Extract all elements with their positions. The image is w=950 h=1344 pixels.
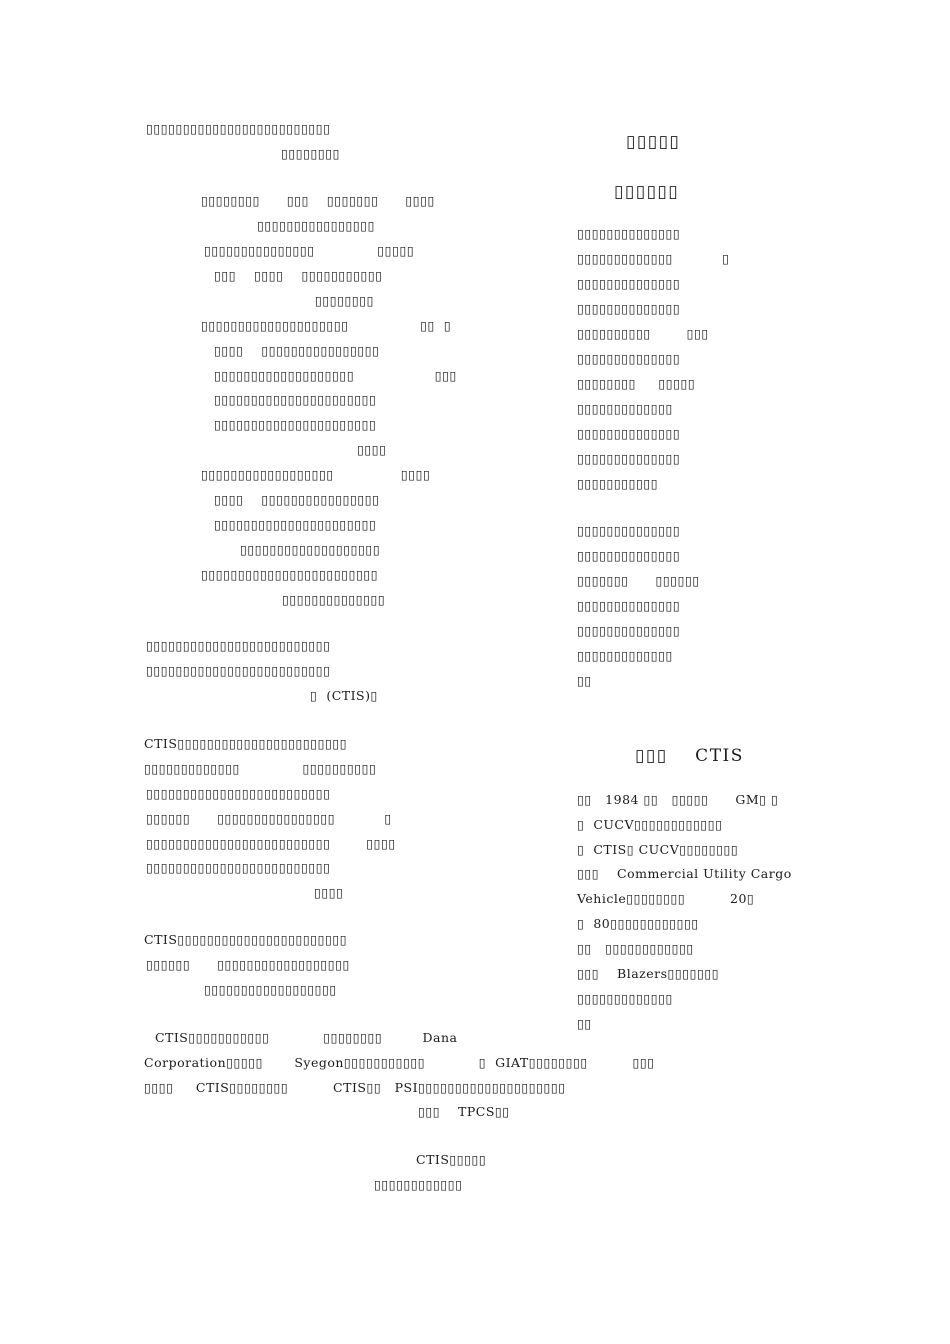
text-line: Corporation▯▯▯▯▯ Syegon▯▯▯▯▯▯▯▯▯▯▯ ▯ GIAT▯▯▯▯▯▯▯▯ ▯▯▯ (144, 1055, 655, 1070)
text-line: ▯▯▯▯ (357, 442, 387, 457)
text-line: ▯▯▯▯▯▯▯▯▯▯▯▯▯▯▯▯▯▯▯▯▯▯▯▯ (201, 567, 379, 582)
text-line: ▯▯▯▯▯▯▯▯▯▯▯▯▯▯▯▯▯▯▯▯▯▯▯▯▯ (146, 121, 331, 136)
text-line: ▯▯▯▯▯▯▯▯▯▯▯▯▯▯▯▯▯▯▯▯ ▯▯ ▯ (201, 318, 452, 333)
text-line: CTIS▯▯▯▯▯ (416, 1152, 487, 1167)
text-line: ▯▯ (577, 673, 592, 688)
text-line: ▯▯▯▯▯▯▯▯▯▯▯▯▯▯▯▯▯▯▯▯▯▯ (214, 392, 377, 407)
text-line: ▯▯▯▯▯▯▯▯▯▯▯▯▯▯▯▯▯▯▯▯▯▯▯▯▯ (146, 638, 331, 653)
text-line: ▯▯▯▯▯▯▯▯▯▯▯▯▯▯ (577, 351, 681, 366)
text-line: ▯▯▯▯▯▯▯▯▯▯▯▯▯▯ (577, 523, 681, 538)
text-line: ▯▯ 1984 ▯▯ ▯▯▯▯▯ GM▯ ▯ (577, 792, 779, 807)
text-line: ▯▯▯▯▯▯▯▯ ▯▯▯ ▯▯▯▯▯▯▯ ▯▯▯▯ (201, 193, 435, 208)
text-line: ▯▯▯▯▯▯▯▯▯▯▯▯▯▯▯▯▯▯▯▯▯▯▯▯▯ (146, 860, 331, 875)
section-heading: ▯▯▯▯▯ (626, 132, 681, 152)
text-line: ▯▯▯▯▯▯▯▯▯▯▯▯▯▯▯▯▯▯▯ ▯▯▯ (214, 368, 457, 383)
text-line: ▯▯ (577, 1016, 592, 1031)
text-line: ▯▯▯ Blazers▯▯▯▯▯▯▯ (577, 966, 720, 981)
text-line: ▯ (CTIS)▯ (310, 688, 378, 703)
text-line: ▯ 80▯▯▯▯▯▯▯▯▯▯▯▯ (577, 916, 699, 931)
text-line: ▯ CUCV▯▯▯▯▯▯▯▯▯▯▯▯ (577, 817, 723, 832)
text-line: ▯▯▯▯▯▯▯▯▯▯▯▯▯▯ (577, 301, 681, 316)
section-heading: ▯▯▯▯▯▯ (614, 182, 680, 202)
text-line: ▯▯▯▯▯▯▯▯▯▯▯▯▯▯▯▯▯▯▯▯▯▯▯▯▯ (146, 663, 331, 678)
text-line: ▯▯▯▯▯▯▯▯▯▯▯▯▯ (577, 991, 673, 1006)
text-line: ▯▯▯▯▯▯▯▯ ▯▯▯▯▯ (577, 376, 696, 391)
text-line: ▯▯▯▯▯▯ ▯▯▯▯▯▯▯▯▯▯▯▯▯▯▯▯▯▯ (146, 957, 350, 972)
text-line: ▯▯▯▯▯▯▯▯▯▯▯▯▯▯▯▯▯▯▯▯▯▯▯▯▯ ▯▯▯▯ (146, 836, 396, 851)
text-line: ▯▯▯ ▯▯▯▯ ▯▯▯▯▯▯▯▯▯▯▯ (214, 268, 383, 283)
text-line: ▯▯▯▯▯▯▯▯▯▯▯▯▯ (577, 648, 673, 663)
text-line: ▯▯▯▯▯▯▯▯▯▯▯▯▯ ▯▯▯▯▯▯▯▯▯▯ (144, 761, 377, 776)
section-heading: ▯▯▯ CTIS (635, 746, 744, 766)
text-line: ▯▯▯▯▯▯▯▯▯▯▯▯▯▯ (577, 276, 681, 291)
text-line: ▯▯▯▯▯▯▯▯▯▯▯▯▯▯▯▯ (257, 218, 376, 233)
text-line: ▯▯▯ TPCS▯▯ (418, 1104, 510, 1119)
text-line: ▯▯▯ Commercial Utility Cargo (577, 866, 792, 881)
text-line: CTIS▯▯▯▯▯▯▯▯▯▯▯ ▯▯▯▯▯▯▯▯ Dana (146, 1030, 458, 1045)
text-line: ▯▯▯▯▯▯▯▯▯▯▯▯▯▯▯ ▯▯▯▯▯ (204, 243, 415, 258)
text-line: ▯▯▯▯▯▯▯▯▯▯▯▯▯▯ (577, 598, 681, 613)
text-line: CTIS▯▯▯▯▯▯▯▯▯▯▯▯▯▯▯▯▯▯▯▯▯▯▯ (144, 736, 348, 751)
text-line: ▯▯▯▯▯▯▯▯▯▯▯▯ (374, 1177, 463, 1192)
text-line: ▯▯▯▯▯▯▯▯ (281, 146, 341, 161)
text-line: ▯▯▯▯▯▯▯▯ (315, 293, 375, 308)
text-line: ▯▯▯▯▯▯▯▯▯▯ ▯▯▯ (577, 326, 709, 341)
text-line: ▯▯▯▯▯▯▯▯▯▯▯▯▯▯▯▯▯▯▯▯▯▯▯▯▯ (146, 786, 331, 801)
text-line: ▯▯▯▯▯▯▯▯▯▯▯▯▯▯▯▯▯▯ (204, 982, 337, 997)
text-line: ▯▯▯▯▯▯▯ ▯▯▯▯▯▯ (577, 573, 700, 588)
text-line: CTIS▯▯▯▯▯▯▯▯▯▯▯▯▯▯▯▯▯▯▯▯▯▯▯ (144, 932, 348, 947)
text-line: ▯ CTIS▯ CUCV▯▯▯▯▯▯▯▯ (577, 842, 739, 857)
text-line: ▯▯▯▯▯▯▯▯▯▯▯▯▯▯ (577, 451, 681, 466)
text-line: Vehicle▯▯▯▯▯▯▯▯ 20▯ (577, 891, 755, 906)
text-line: ▯▯ ▯▯▯▯▯▯▯▯▯▯▯▯ (577, 941, 694, 956)
text-line: ▯▯▯▯▯▯▯▯▯▯▯▯▯▯▯▯▯▯▯ (240, 542, 381, 557)
text-line: ▯▯▯▯ ▯▯▯▯▯▯▯▯▯▯▯▯▯▯▯▯ (214, 343, 380, 358)
text-line: ▯▯▯▯▯▯▯▯▯▯▯▯▯ ▯ (577, 251, 730, 266)
text-line: ▯▯▯▯ (314, 885, 344, 900)
text-line: ▯▯▯▯▯▯▯▯▯▯▯▯▯▯▯▯▯▯▯▯▯▯ (214, 517, 377, 532)
text-line: ▯▯▯▯▯▯▯▯▯▯▯▯▯▯▯▯▯▯▯▯▯▯ (214, 417, 377, 432)
text-line: ▯▯▯▯▯▯▯▯▯▯▯▯▯ (577, 401, 673, 416)
text-line: ▯▯▯▯▯▯▯▯▯▯▯▯▯▯▯▯▯▯ ▯▯▯▯ (201, 467, 431, 482)
text-line: ▯▯▯▯▯▯▯▯▯▯▯▯▯▯ (577, 226, 681, 241)
text-line: ▯▯▯▯ CTIS▯▯▯▯▯▯▯▯ CTIS▯▯ PSI▯▯▯▯▯▯▯▯▯▯▯▯▯▯▯▯▯▯▯▯ (144, 1080, 566, 1095)
text-line: ▯▯▯▯ ▯▯▯▯▯▯▯▯▯▯▯▯▯▯▯▯ (214, 492, 380, 507)
text-line: ▯▯▯▯▯▯▯▯▯▯▯▯▯▯ (282, 592, 386, 607)
text-line: ▯▯▯▯▯▯▯▯▯▯▯▯▯▯ (577, 548, 681, 563)
text-line: ▯▯▯▯▯▯▯▯▯▯▯▯▯▯ (577, 623, 681, 638)
text-line: ▯▯▯▯▯▯ ▯▯▯▯▯▯▯▯▯▯▯▯▯▯▯▯ ▯ (146, 811, 392, 826)
text-line: ▯▯▯▯▯▯▯▯▯▯▯ (577, 476, 659, 491)
text-line: ▯▯▯▯▯▯▯▯▯▯▯▯▯▯ (577, 426, 681, 441)
